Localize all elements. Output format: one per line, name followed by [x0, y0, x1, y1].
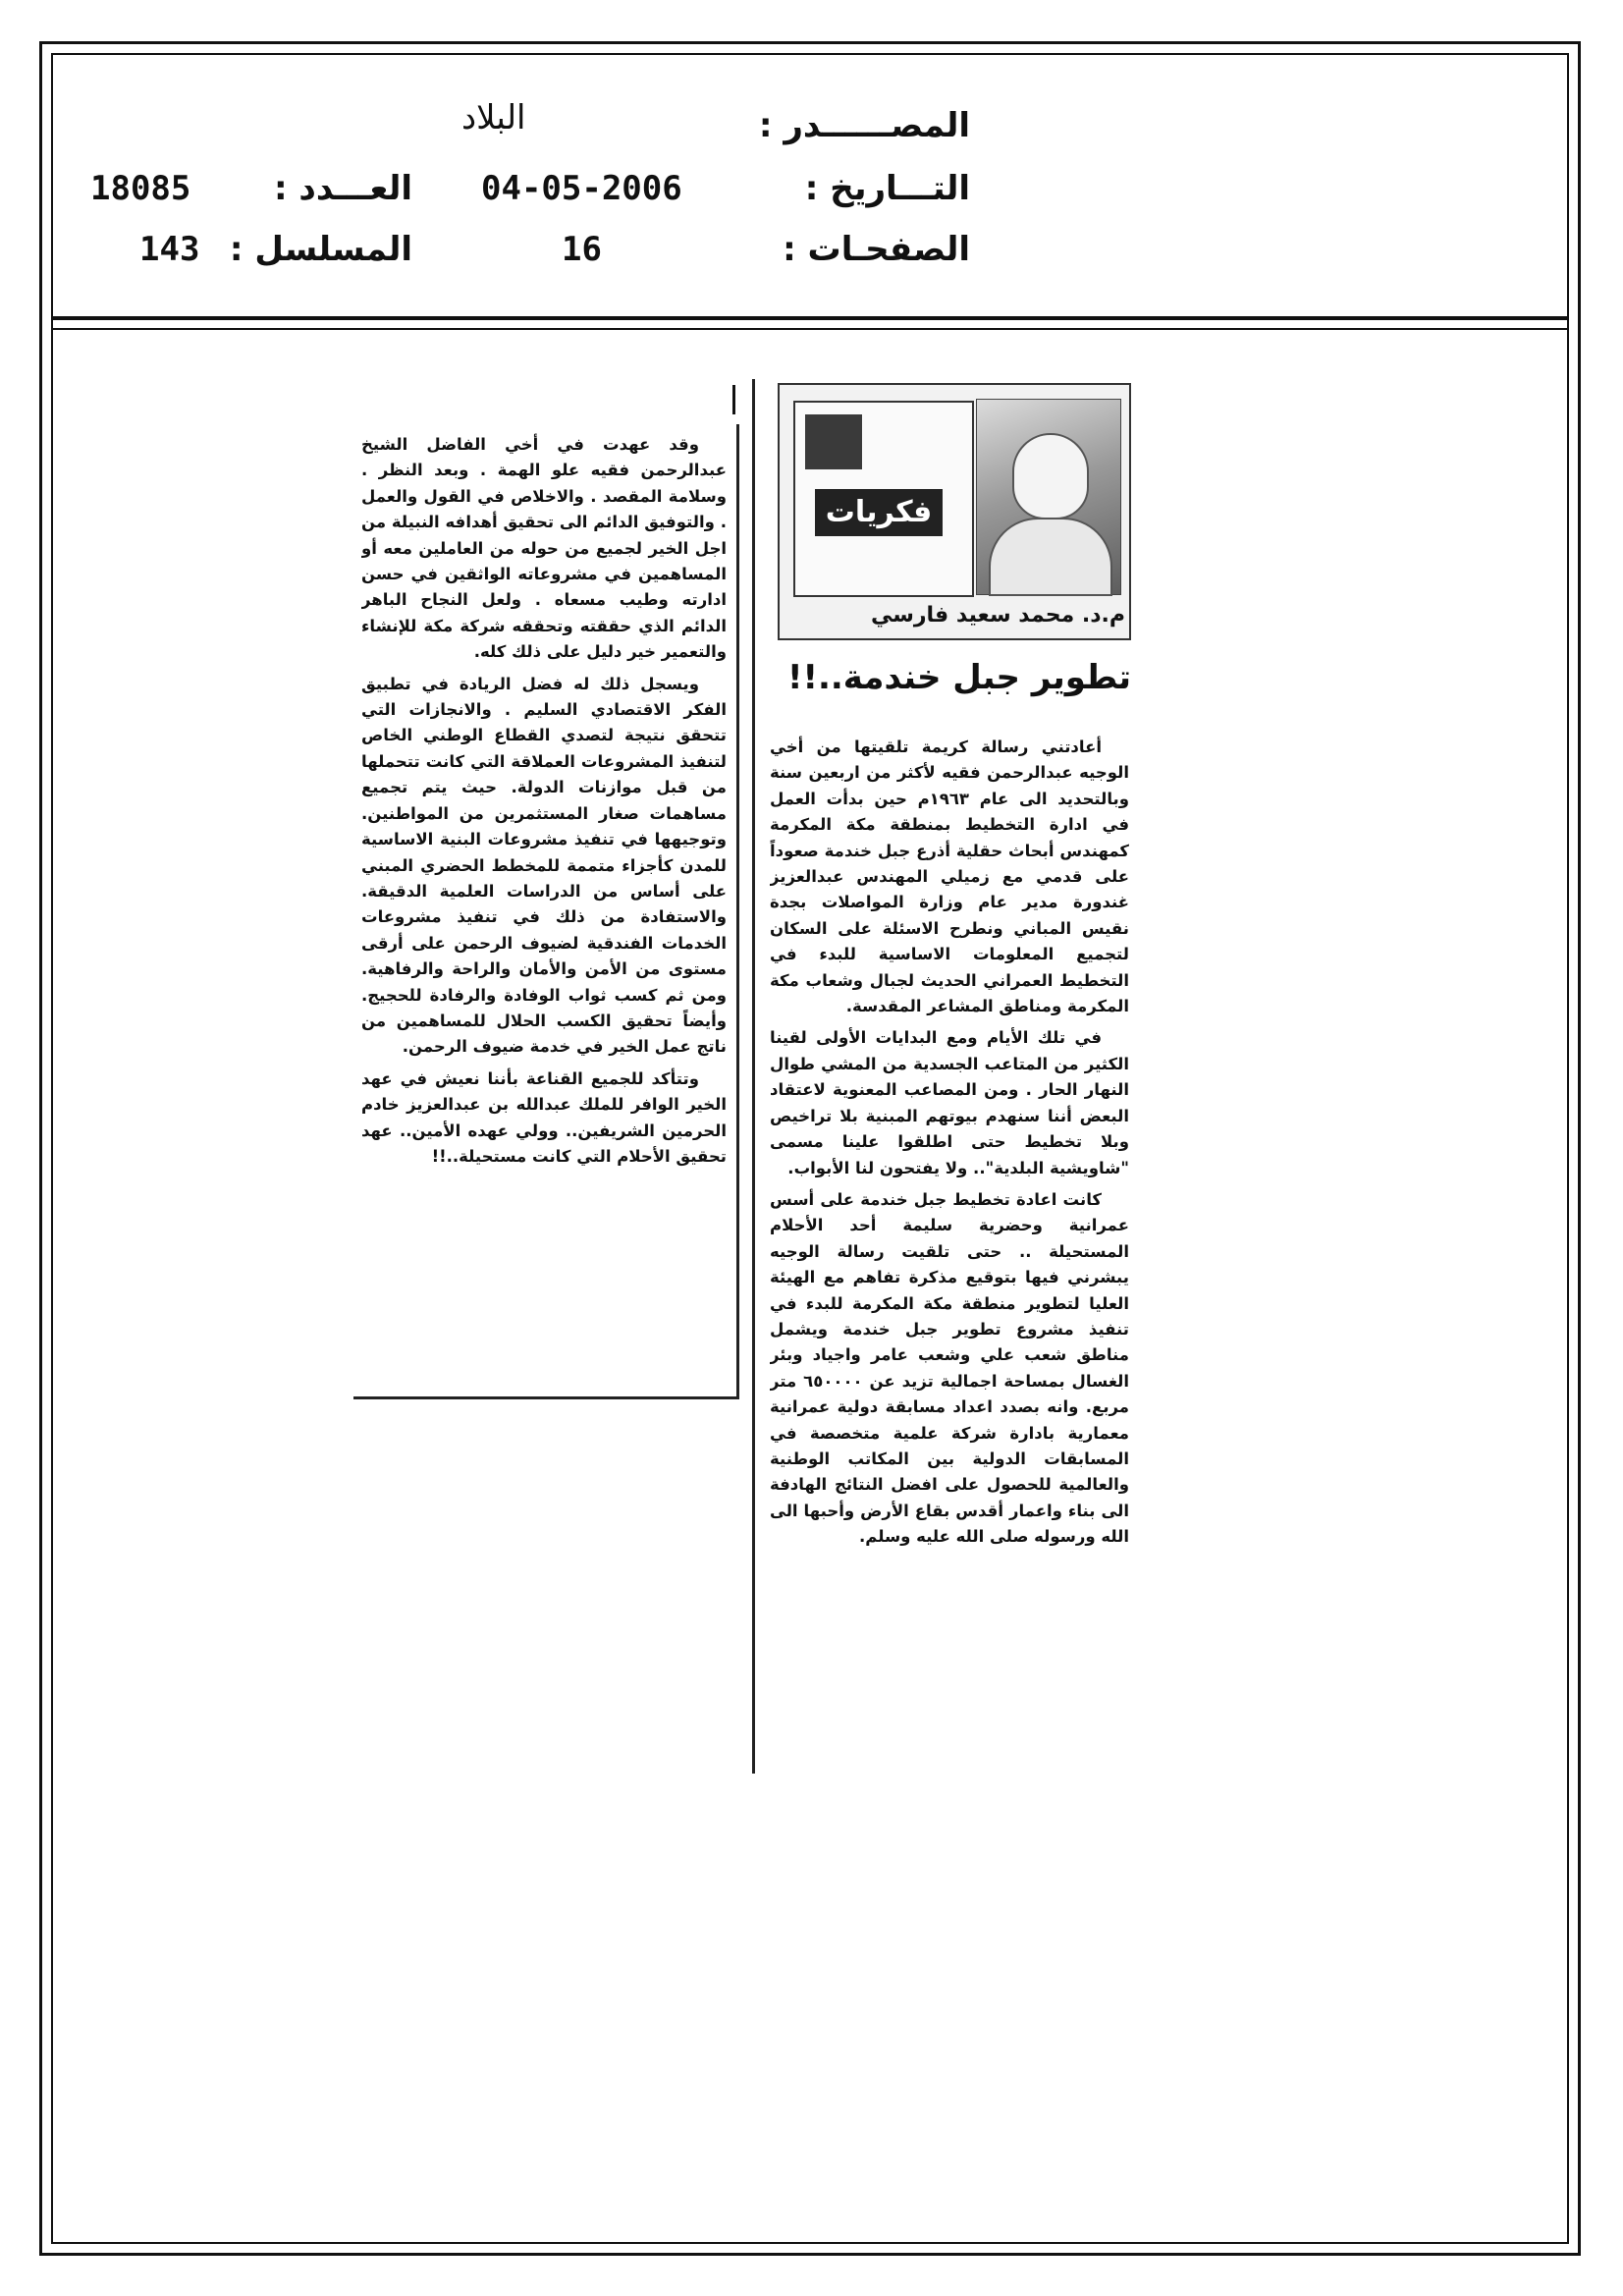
- source-value: البلاد: [461, 98, 526, 137]
- article-headline: تطوير جبل خندمة..!!: [786, 658, 1131, 697]
- date-label: التـــاريخ :: [804, 169, 970, 208]
- header-divider: [51, 316, 1569, 320]
- source-label: المصــــــدر :: [758, 106, 970, 145]
- author-photo-head: [1012, 433, 1089, 519]
- paragraph: أعادتني رسالة كريمة تلقيتها من أخي الوجيه عبدالرحمن فقيه لأكثر من اربعين سنة وبالتحديد الى عام ١٩٦٣م حين بدأت العمل في ادارة التخطيط بمنطقة مكة المكرمة كمهندس أبحاث حقلية أذرع جبل خندمة صعوداً على قدمي مع زميلي المهندس عبدالعزيز غندورة مدير عام وزارة المواصلات بجدة نقيس المباني ونطرح الاسئلة على السكان لتجميع المعلومات الاساسية للبدء في التخطيط العمراني الحديث لجبال وشعاب مكة المكرمة ومناطق المشاعر المقدسة.: [770, 738, 1129, 1016]
- banner-title: فكريات: [815, 489, 943, 536]
- paragraph: وقد عهدت في أخي الفاضل الشيخ عبدالرحمن فقيه علو الهمة . وبعد النظر . وسلامة المقصد . والاخلاص في القول والعمل . والتوفيق الدائم الى تحقيق أهدافه النبيلة من اجل الخير لجميع من حوله من العاملين معه أو المساهمين في مشروعاته الواثقين في حسن ادارته وطيب مسعاه . ولعل النجاح الباهر الدائم الذي حققته وتحققه شركة مكة للإنشاء والتعمير خير دليل على ذلك كله.: [361, 435, 727, 662]
- column-banner: [778, 383, 1131, 640]
- author-photo-body: [989, 518, 1112, 596]
- pages-value: 16: [562, 230, 602, 269]
- issue-value: 18085: [90, 169, 191, 208]
- author-name: م.د. محمد سعيد فارسي: [870, 603, 1125, 628]
- issue-label: العـــدد :: [274, 169, 412, 208]
- serial-value: 143: [139, 230, 200, 269]
- article-body-left: [361, 432, 727, 1390]
- banner-dark-block: [805, 414, 862, 469]
- column-marker: [732, 385, 735, 414]
- header-divider-thin: [51, 328, 1569, 330]
- banner-graphic: [793, 401, 974, 597]
- paragraph: ويسجل ذلك له فضل الريادة في تطبيق الفكر الاقتصادي السليم . والانجازات التي تتحقق نتيجة لتصدي القطاع الوطني الخاص لتنفيذ المشروعات العملاقة التي كانت تتحملها من قبل موازنات الدولة. حيث يتم تجميع مساهمات صغار المستثمرين من المواطنين. وتوجيهها في تنفيذ مشروعات البنية الاساسية للمدن كأجزاء متممة للمخطط الحضري المبني على أساس من الدراسات العلمية الدقيقة. والاستفادة من ذلك في تنفيذ مشروعات الخدمات الفندقية لضيوف الرحمن على أرقى مستوى من الأمن والأمان والراحة والرفاهية. ومن ثم كسب ثواب الوفادة والرفادة للحجيج. وأيضاً تحقيق الكسب الحلال للمساهمين من ناتج عمل الخير في خدمة ضيوف الرحمن.: [361, 674, 727, 1057]
- paragraph: وتتأكد للجميع القناعة بأننا نعيش في عهد الخير الوافر للملك عبدالله بن عبدالعزيز خادم الحرمين الشريفين.. وولي عهده الأمين.. عهد تحقيق الأحلام التي كانت مستحيلة..!!: [361, 1068, 727, 1166]
- paragraph: في تلك الأيام ومع البدايات الأولى لقينا الكثير من المتاعب الجسدية من المشي طوال النهار الحار . ومن المصاعب المعنوية لاعتقاد البعض أننا سنهدم بيوتهم المبنية بلا تراخيص وبلا تخطيط حتى اطلقوا علينا مسمى "شاويشية البلدية".. ولا يفتحون لنا الأبواب.: [770, 1028, 1129, 1177]
- pages-label: الصفحـات :: [783, 230, 970, 269]
- article-body-right: [770, 735, 1129, 1766]
- paragraph: كانت اعادة تخطيط جبل خندمة على أسس عمرانية وحضرية سليمة أحد الأحلام المستحيلة .. حتى تلقيت رسالة الوجيه يبشرني فيها بتوقيع مذكرة تفاهم مع الهيئة العليا لتطوير منطقة مكة المكرمة للبدء في تنفيذ مشروع تطوير جبل خندمة ويشمل مناطق شعب علي وشعب عامر واجياد وبئر الغسال بمساحة اجمالية تزيد عن ٦٥٠٠٠٠ متر مربع. وانه بصدد اعداد مسابقة دولية عمرانية معمارية بادارة شركة علمية متخصصة في المسابقات الدولية بين المكاتب الوطنية والعالمية للحصول على افضل النتائج الهادفة الى بناء واعمار أقدس بقاع الأرض وأحبها الى الله ورسوله صلى الله عليه وسلم.: [770, 1189, 1129, 1547]
- author-photo: [976, 399, 1121, 595]
- date-value: 04-05-2006: [481, 169, 682, 208]
- serial-label: المسلسل :: [229, 230, 412, 269]
